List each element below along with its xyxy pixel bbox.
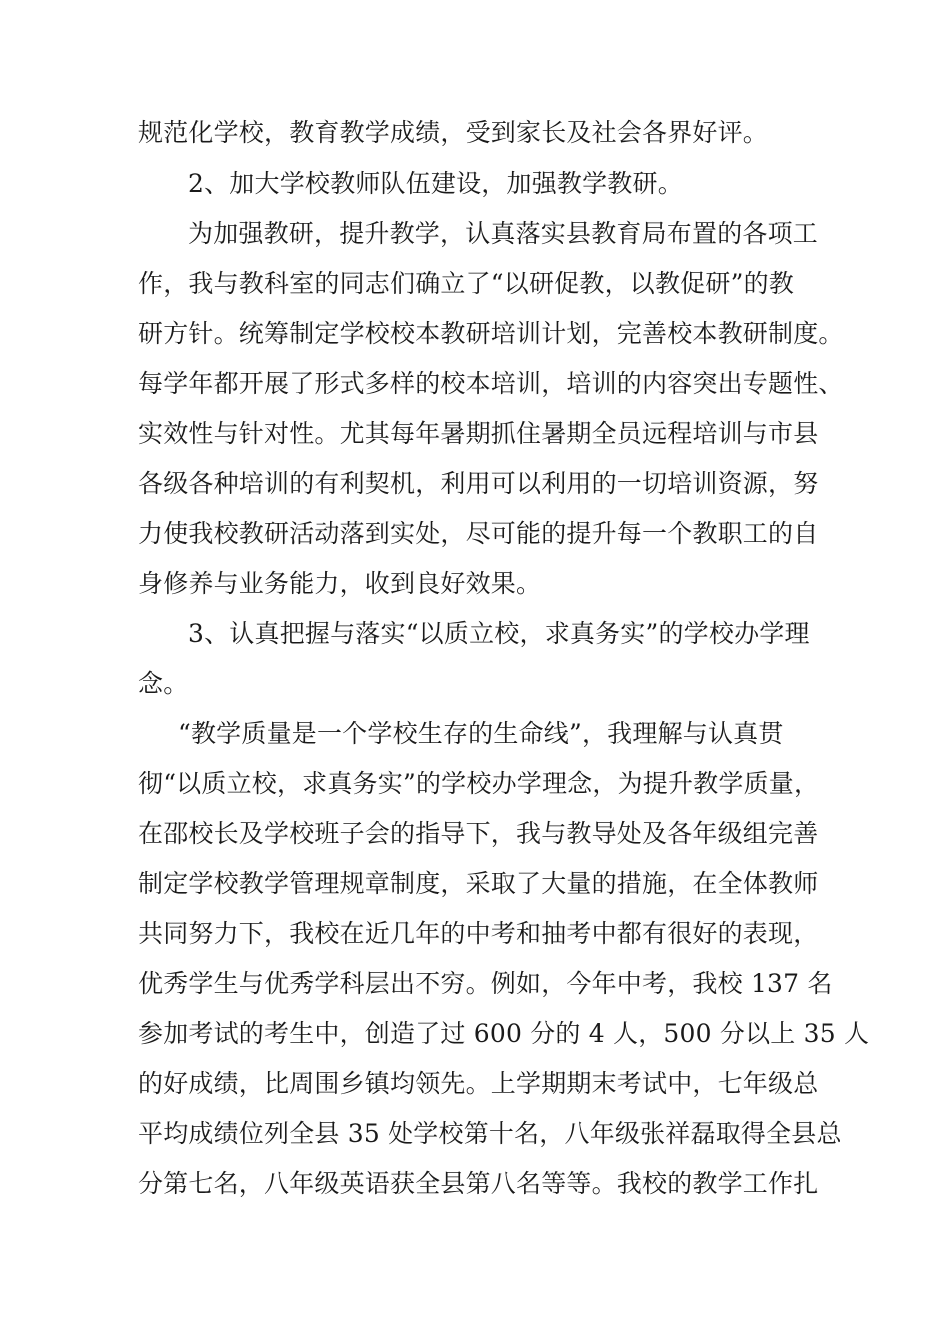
text-line: 在邵校长及学校班子会的指导下，我与教导处及各年级组完善 (138, 819, 819, 848)
text-line: 分第七名，八年级英语获全县第八名等等。我校的教学工作扎 (138, 1169, 819, 1198)
text-line: 彻“以质立校，求真务实”的学校办学理念，为提升教学质量， (138, 769, 820, 798)
section-heading-3: 3、认真把握与落实“以质立校，求真务实”的学校办学理 (188, 619, 810, 648)
text-line: 念。 (138, 669, 189, 698)
text-line: 研方针。统筹制定学校校本教研培训计划，完善校本教研制度。 (138, 319, 844, 348)
text-line: 各级各种培训的有利契机，利用可以利用的一切培训资源，努 (138, 469, 819, 498)
text-line: 的好成绩，比周围乡镇均领先。上学期期末考试中，七年级总 (138, 1069, 819, 1098)
text-line: 共同努力下，我校在近几年的中考和抽考中都有很好的表现， (138, 919, 819, 948)
text-line: 力使我校教研活动落到实处，尽可能的提升每一个教职工的自 (138, 519, 819, 548)
text-line: 作，我与教科室的同志们确立了“以研促教，以教促研”的教 (138, 269, 794, 298)
text-line: 参加考试的考生中，创造了过 600 分的 4 人，500 分以上 35 人 (138, 1019, 870, 1048)
section-heading-2: 2、加大学校教师队伍建设，加强教学教研。 (188, 169, 683, 198)
text-line: 平均成绩位列全县 35 处学校第十名，八年级张祥磊取得全县总 (138, 1119, 842, 1148)
text-line: 为加强教研，提升教学，认真落实县教育局布置的各项工 (188, 219, 819, 248)
text-line: 制定学校教学管理规章制度，采取了大量的措施，在全体教师 (138, 869, 819, 898)
text-line: 每学年都开展了形式多样的校本培训，培训的内容突出专题性、 (138, 369, 844, 398)
text-line: 优秀学生与优秀学科层出不穷。例如，今年中考，我校 137 名 (138, 969, 833, 998)
text-line: 规范化学校，教育教学成绩，受到家长及社会各界好评。 (138, 118, 769, 147)
text-line: 身修养与业务能力，收到良好效果。 (138, 569, 542, 598)
text-line: “教学质量是一个学校生存的生命线”，我理解与认真贯 (178, 719, 784, 748)
text-line: 实效性与针对性。尤其每年暑期抓住暑期全员远程培训与市县 (138, 419, 819, 448)
